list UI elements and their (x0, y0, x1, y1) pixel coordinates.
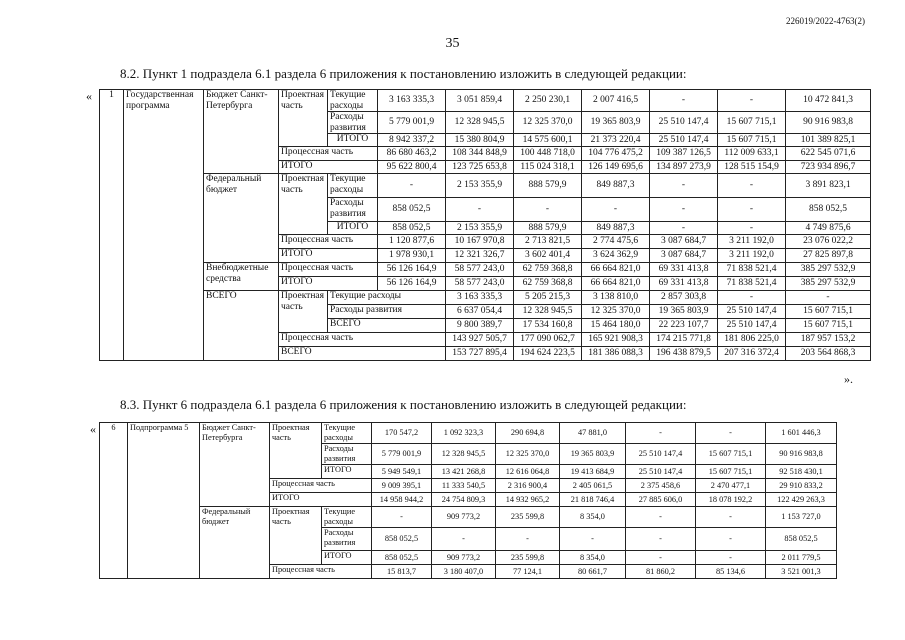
cell: 58 577 243,0 (446, 277, 514, 291)
table-row (100, 90, 871, 112)
cell: 58 577 243,0 (446, 263, 514, 277)
cell: 2 405 061,5 (560, 479, 626, 493)
cell: 90 916 983,8 (786, 112, 871, 134)
cell: - (696, 551, 766, 565)
cell: 888 579,9 (514, 174, 582, 198)
cell: - (372, 507, 432, 528)
budget-fed-cell: Федеральный бюджет (200, 507, 270, 579)
cell: 153 727 895,4 (446, 347, 514, 361)
cell: 723 934 896,7 (786, 161, 871, 174)
cell: 1 601 446,3 (766, 423, 837, 444)
project-part-cell: Проектная часть (270, 507, 322, 565)
open-quote: « (90, 422, 96, 436)
cell: 2 007 416,5 (582, 90, 650, 112)
cell: 128 515 154,9 (718, 161, 786, 174)
budget-spb-cell: Бюджет Санкт-Петербурга (204, 90, 279, 174)
cell: 165 921 908,3 (582, 333, 650, 347)
total-cell: ВСЕГО (204, 291, 279, 361)
cell: 1 153 727,0 (766, 507, 837, 528)
cell: 80 661,7 (560, 565, 626, 579)
cell: 25 510 147,4 (650, 112, 718, 134)
itogo-row-cell: ИТОГО (279, 161, 378, 174)
cell: 196 438 879,5 (650, 347, 718, 361)
close-quote: ». (844, 372, 853, 386)
cell: 207 316 372,4 (718, 347, 786, 361)
cell: 25 510 147,4 (718, 319, 786, 333)
cell: - (446, 198, 514, 222)
cell: 622 545 071,6 (786, 147, 871, 161)
cell: - (650, 222, 718, 235)
cell: 203 564 868,3 (786, 347, 871, 361)
cell: 90 916 983,8 (766, 444, 837, 465)
itogo-cell: ИТОГО (328, 134, 378, 147)
cell: - (718, 174, 786, 198)
cell: 1 120 877,6 (378, 235, 446, 249)
table-row (100, 423, 837, 444)
cell: 5 779 001,9 (372, 444, 432, 465)
cell: 22 223 107,7 (650, 319, 718, 333)
budget-extra-cell: Внебюджетные средства (204, 263, 279, 291)
cell: 62 759 368,8 (514, 277, 582, 291)
cell: 71 838 521,4 (718, 277, 786, 291)
cell: - (718, 90, 786, 112)
item-number: 6 (100, 423, 128, 579)
cell: 3 163 335,3 (446, 291, 514, 305)
cell: 15 813,7 (372, 565, 432, 579)
cell: - (626, 507, 696, 528)
process-part-cell: Процессная часть (270, 479, 372, 493)
cell: 4 749 875,6 (786, 222, 871, 235)
cell: 27 885 606,0 (626, 493, 696, 507)
cell: 849 887,3 (582, 174, 650, 198)
cell: 858 052,5 (378, 222, 446, 235)
current-expenses-cell: Текущие расходы (328, 174, 378, 198)
cell: 27 825 897,8 (786, 249, 871, 263)
cell: 104 776 475,2 (582, 147, 650, 161)
cell: 143 927 505,7 (446, 333, 514, 347)
cell: 14 958 944,2 (372, 493, 432, 507)
cell: 2 713 821,5 (514, 235, 582, 249)
cell: 909 773,2 (432, 551, 496, 565)
budget-spb-cell: Бюджет Санкт-Петербурга (200, 423, 270, 507)
cell: 95 622 800,4 (378, 161, 446, 174)
cell: 100 448 718,0 (514, 147, 582, 161)
cell: 15 380 804,9 (446, 134, 514, 147)
project-part-cell: Проектная часть (279, 174, 328, 235)
cell: - (626, 551, 696, 565)
process-part-cell: Процессная часть (270, 565, 372, 579)
cell: 21 818 746,4 (560, 493, 626, 507)
dev-expenses-cell: Расходы развития (322, 528, 372, 551)
cell: 8 942 337,2 (378, 134, 446, 147)
cell: - (496, 528, 560, 551)
cell: 2 153 355,9 (446, 222, 514, 235)
cell: 21 373 220,4 (582, 134, 650, 147)
cell: - (696, 528, 766, 551)
table-row (100, 263, 871, 277)
project-part-cell: Проектная часть (270, 423, 322, 479)
cell: 77 124,1 (496, 565, 560, 579)
cell: - (696, 423, 766, 444)
cell: 170 547,2 (372, 423, 432, 444)
cell: 5 779 001,9 (378, 112, 446, 134)
cell: 858 052,5 (766, 528, 837, 551)
cell: 235 599,8 (496, 507, 560, 528)
itogo-row-cell: ИТОГО (279, 277, 378, 291)
current-expenses-cell: Текущие расходы (322, 423, 372, 444)
cell: 66 664 821,0 (582, 277, 650, 291)
cell: 12 328 945,5 (446, 112, 514, 134)
cell: - (718, 198, 786, 222)
cell: 25 510 147,4 (650, 134, 718, 147)
current-expenses-cell: Текущие расходы (328, 291, 446, 305)
cell: 8 354,0 (560, 507, 626, 528)
cell: 858 052,5 (786, 198, 871, 222)
cell: 66 664 821,0 (582, 263, 650, 277)
cell: 2 250 230,1 (514, 90, 582, 112)
cell: 115 024 318,1 (514, 161, 582, 174)
cell: 3 138 810,0 (582, 291, 650, 305)
cell: 109 387 126,5 (650, 147, 718, 161)
dev-expenses-cell: Расходы развития (328, 305, 446, 319)
process-part-cell: Процессная часть (279, 263, 378, 277)
cell: 19 413 684,9 (560, 465, 626, 479)
cell: 3 521 001,3 (766, 565, 837, 579)
table-row (100, 174, 871, 198)
process-part-cell: Процессная часть (279, 235, 378, 249)
cell: 13 421 268,8 (432, 465, 496, 479)
cell: 2 857 303,8 (650, 291, 718, 305)
table-row (100, 291, 871, 305)
project-part-cell: Проектная часть (279, 291, 328, 333)
cell: - (378, 174, 446, 198)
cell: 15 607 715,1 (696, 465, 766, 479)
cell: - (626, 528, 696, 551)
cell: 14 575 600,1 (514, 134, 582, 147)
cell: 18 078 192,2 (696, 493, 766, 507)
cell: 15 607 715,1 (786, 305, 871, 319)
cell: - (514, 198, 582, 222)
open-quote: « (86, 89, 92, 103)
cell: 56 126 164,9 (378, 263, 446, 277)
cell: - (718, 291, 786, 305)
cell: 15 464 180,0 (582, 319, 650, 333)
cell: 14 932 965,2 (496, 493, 560, 507)
table-row (100, 507, 837, 528)
cell: 174 215 771,8 (650, 333, 718, 347)
cell: 3 211 192,0 (718, 235, 786, 249)
page-number: 35 (445, 36, 460, 51)
dev-expenses-cell: Расходы развития (322, 444, 372, 465)
cell: - (650, 174, 718, 198)
cell: 858 052,5 (372, 551, 432, 565)
cell: 2 153 355,9 (446, 174, 514, 198)
document-number: 226019/2022-4763(2) (786, 16, 865, 26)
cell: - (432, 528, 496, 551)
itogo-cell: ИТОГО (322, 465, 372, 479)
cell: 29 910 833,2 (766, 479, 837, 493)
cell: 24 754 809,3 (432, 493, 496, 507)
cell: 112 009 633,1 (718, 147, 786, 161)
cell: 122 429 263,3 (766, 493, 837, 507)
cell: 3 087 684,7 (650, 235, 718, 249)
current-expenses-cell: Текущие расходы (328, 90, 378, 112)
cell: 12 325 370,0 (496, 444, 560, 465)
cell: 19 365 803,9 (650, 305, 718, 319)
finance-table-8-3 (99, 422, 837, 579)
cell: 15 607 715,1 (718, 112, 786, 134)
cell: 194 624 223,5 (514, 347, 582, 361)
cell: 1 092 323,3 (432, 423, 496, 444)
cell: - (786, 291, 871, 305)
cell: 3 891 823,1 (786, 174, 871, 198)
cell: 19 365 803,9 (560, 444, 626, 465)
cell: - (626, 423, 696, 444)
cell: 56 126 164,9 (378, 277, 446, 291)
cell: 71 838 521,4 (718, 263, 786, 277)
cell: 5 949 549,1 (372, 465, 432, 479)
cell: 81 860,2 (626, 565, 696, 579)
cell: 47 881,0 (560, 423, 626, 444)
cell: 1 978 930,1 (378, 249, 446, 263)
cell: 2 470 477,1 (696, 479, 766, 493)
cell: 9 009 395,1 (372, 479, 432, 493)
cell: 23 076 022,2 (786, 235, 871, 249)
cell: 86 680 463,2 (378, 147, 446, 161)
process-part-cell: Процессная часть (279, 147, 378, 161)
cell: 235 599,8 (496, 551, 560, 565)
section-heading-8-2: 8.2. Пункт 1 подраздела 6.1 раздела 6 приложения к постановлению изложить в следующей редакции: (120, 66, 687, 81)
cell: 69 331 413,8 (650, 263, 718, 277)
vsego-cell: ВСЕГО (328, 319, 446, 333)
cell: - (696, 507, 766, 528)
cell: 15 607 715,1 (718, 134, 786, 147)
dev-expenses-cell: Расходы развития (328, 198, 378, 222)
cell: 11 333 540,5 (432, 479, 496, 493)
process-part-cell: Процессная часть (279, 333, 446, 347)
cell: - (560, 528, 626, 551)
cell: 62 759 368,8 (514, 263, 582, 277)
cell: 3 211 192,0 (718, 249, 786, 263)
program-cell: Государственная программа (124, 90, 204, 361)
cell: 10 167 970,8 (446, 235, 514, 249)
cell: 12 616 064,8 (496, 465, 560, 479)
cell: 3 087 684,7 (650, 249, 718, 263)
cell: 849 887,3 (582, 222, 650, 235)
cell: 15 607 715,1 (786, 319, 871, 333)
cell: 8 354,0 (560, 551, 626, 565)
cell: 3 602 401,4 (514, 249, 582, 263)
cell: 10 472 841,3 (786, 90, 871, 112)
vsego-cell: ВСЕГО (279, 347, 446, 361)
cell: 858 052,5 (372, 528, 432, 551)
cell: 3 180 407,0 (432, 565, 496, 579)
item-number: 1 (100, 90, 124, 361)
cell: - (650, 90, 718, 112)
cell: 25 510 147,4 (718, 305, 786, 319)
cell: 909 773,2 (432, 507, 496, 528)
cell: 187 957 153,2 (786, 333, 871, 347)
itogo-row-cell: ИТОГО (279, 249, 378, 263)
cell: 888 579,9 (514, 222, 582, 235)
cell: 101 389 825,1 (786, 134, 871, 147)
itogo-row-cell: ИТОГО (270, 493, 372, 507)
cell: 290 694,8 (496, 423, 560, 444)
cell: 12 325 370,0 (582, 305, 650, 319)
cell: 92 518 430,1 (766, 465, 837, 479)
cell: - (718, 222, 786, 235)
cell: 126 149 695,6 (582, 161, 650, 174)
cell: 858 052,5 (378, 198, 446, 222)
cell: 181 806 225,0 (718, 333, 786, 347)
cell: 69 331 413,8 (650, 277, 718, 291)
cell: 2 011 779,5 (766, 551, 837, 565)
cell: 385 297 532,9 (786, 277, 871, 291)
cell: 15 607 715,1 (696, 444, 766, 465)
cell: 17 534 160,8 (514, 319, 582, 333)
cell: 108 344 848,9 (446, 147, 514, 161)
current-expenses-cell: Текущие расходы (322, 507, 372, 528)
cell: 177 090 062,7 (514, 333, 582, 347)
cell: - (582, 198, 650, 222)
budget-fed-cell: Федеральный бюджет (204, 174, 279, 263)
cell: 5 205 215,3 (514, 291, 582, 305)
cell: 2 774 475,6 (582, 235, 650, 249)
cell: 2 316 900,4 (496, 479, 560, 493)
cell: 85 134,6 (696, 565, 766, 579)
section-heading-8-3: 8.3. Пункт 6 подраздела 6.1 раздела 6 приложения к постановлению изложить в следующей редакции: (120, 397, 687, 412)
cell: 25 510 147,4 (626, 444, 696, 465)
cell: 3 051 859,4 (446, 90, 514, 112)
itogo-cell: ИТОГО (322, 551, 372, 565)
cell: 2 375 458,6 (626, 479, 696, 493)
cell: - (650, 198, 718, 222)
cell: 385 297 532,9 (786, 263, 871, 277)
cell: 6 637 054,4 (446, 305, 514, 319)
cell: 134 897 273,9 (650, 161, 718, 174)
finance-table-8-2 (99, 89, 871, 361)
cell: 123 725 653,8 (446, 161, 514, 174)
cell: 181 386 088,3 (582, 347, 650, 361)
itogo-cell: ИТОГО (328, 222, 378, 235)
dev-expenses-cell: Расходы развития (328, 112, 378, 134)
cell: 12 328 945,5 (514, 305, 582, 319)
cell: 3 163 335,3 (378, 90, 446, 112)
cell: 12 321 326,7 (446, 249, 514, 263)
cell: 3 624 362,9 (582, 249, 650, 263)
cell: 9 800 389,7 (446, 319, 514, 333)
project-part-cell: Проектная часть (279, 90, 328, 147)
cell: 19 365 803,9 (582, 112, 650, 134)
program-cell: Подпрограмма 5 (128, 423, 200, 579)
cell: 25 510 147,4 (626, 465, 696, 479)
cell: 12 325 370,0 (514, 112, 582, 134)
cell: 12 328 945,5 (432, 444, 496, 465)
